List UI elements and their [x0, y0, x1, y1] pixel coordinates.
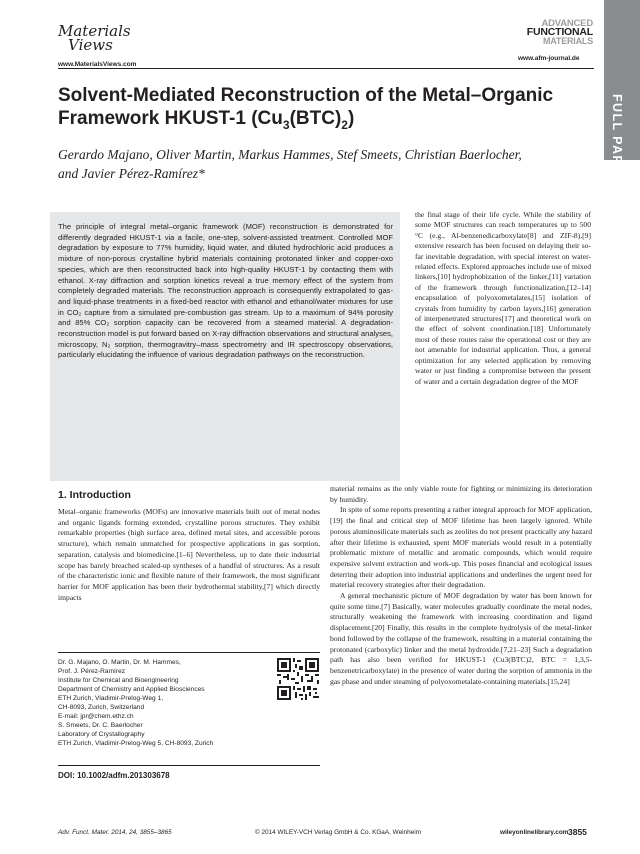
- affiliation-line: S. Smeets, Dr. C. Baerlocher: [58, 722, 143, 729]
- left-column-body: [58, 507, 320, 603]
- title-line2: Framework HKUST-1 (Cu: [58, 108, 283, 129]
- title-sub2: 2: [341, 117, 348, 132]
- paragraph: Metal–organic frameworks (MOFs) are innovative materials built out of metal nodes and organic ligands forming extended, crystalline porous structures. They exhibit remarkable properties (high surface area, defined metal sites, and accessible porous structure), which remain unmatched for prospective applications in gas sorption, separation, catalysis and biomedicine.[1–6] Nevertheless, up to date their industrial scope has barely breached scaled-up syntheses of a handful of structures. As a result of the characteristic ionic and flexible nature of their framework, the most significant barrier for MOF application has been their hydrothermal stability,[7] which directly impacts: [58, 507, 320, 602]
- paper-title: [58, 84, 578, 130]
- header-rule: [58, 68, 594, 69]
- affiliation-line: Institute for Chemical and Bioengineering: [58, 677, 179, 684]
- side-tab-label: FULL PAPER: [610, 94, 624, 186]
- affiliations: [58, 658, 268, 748]
- authors-line1: Gerardo Majano, Oliver Martin, Markus Hammes, Stef Smeets, Christian Baerlocher,: [58, 147, 522, 162]
- footer-copyright: © 2014 WILEY-VCH Verlag GmbH & Co. KGaA, Weinheim: [255, 829, 421, 836]
- authors-line2: and Javier Pérez-Ramírez*: [58, 166, 205, 181]
- title-mid: (BTC): [289, 108, 342, 129]
- paragraph: A general mechanistic picture of MOF degradation by water has been known for quite some time.[7] Basically, water molecules gradually coordinate the metal nodes, structurally weakening the framework with increasing coordination and ligand displacement.[20] Finally, this results in the complete hydrolysis of the metal-linker bond followed by the collapse of the framework, resulting in a material containing the protonated (carboxylic) linker and the metal hydroxide.[7,21–23] Such a degradation path has also been verified for HKUST-1 (Cu3(BTC)2, BTC = 1,3,5-benzenetricarboxylate) in the presence of water during the sorption of ammonia in the gas phase and under steaming of polyoxometalate-containing materials.[15,24]: [330, 591, 592, 686]
- logo-line2: Views: [68, 36, 113, 54]
- title-end: ): [347, 108, 355, 129]
- logo-line1: Materials: [58, 22, 131, 40]
- title-line1: Solvent-Mediated Reconstruction of the Metal–Organic: [58, 85, 554, 106]
- paragraph: material remains as the only viable route for fighting or minimizing its deterioration by humidity.: [330, 484, 592, 504]
- journal-logo-line2: FUNCTIONAL: [526, 26, 593, 39]
- affiliation-rule: [58, 652, 320, 653]
- qr-code-icon[interactable]: [277, 658, 319, 700]
- footer-site[interactable]: wileyonlinelibrary.com: [500, 829, 569, 836]
- right-column-top: the final stage of their life cycle. While the stability of some MOF structures can reach temperatures up to 500 °C (e.g., Al-benzenedicarboxylate[8] and ZIF-8),[9] extensive research has been focused on delaying their so-far inevitable degradation, with special interest on water-related effects. Explored approaches include use of mixed linkers,[10] hydrophobization of the linker,[11] variation of the framework through functionalization,[12–14] encapsulation of polyoxometalates,[15] isolation of crystals from humidity by carbon layers,[16] generation of interpenetrated structures[17] and theoretical work on the effect of solvent coordination.[18] Unfortunately most of these routes raise the operational cost or they are not amenable for industrial application. Thus, a general optimization for any selected application by removing water or just finding a compromise between the present of water and a certain degradation degree of the MOF: [415, 210, 591, 386]
- affiliation-line: Dr. G. Majano, O. Martin, Dr. M. Hammes,: [58, 659, 181, 666]
- doi[interactable]: DOI: 10.1002/adfm.201303678: [58, 771, 170, 780]
- journal-logo-line3: MATERIALS: [542, 35, 593, 46]
- affiliation-line: Prof. J. Pérez-Ramírez: [58, 668, 126, 675]
- affiliation-line: ETH Zurich, Vladimir-Prelog-Weg 5, CH-8093, Zurich: [58, 740, 214, 747]
- doi-rule: [58, 765, 320, 766]
- side-tab: [604, 0, 640, 854]
- affiliation-line: Laboratory of Crystallography: [58, 731, 145, 738]
- affiliation-line: ETH Zurich, Vladimir-Prelog-Weg 1,: [58, 695, 164, 702]
- affiliation-email[interactable]: E-mail: jpr@chem.ethz.ch: [58, 713, 134, 720]
- section-heading: 1. Introduction: [58, 489, 131, 501]
- affiliation-line: Department of Chemistry and Applied Biosciences: [58, 686, 205, 693]
- journal-logo-line1: ADVANCED: [541, 18, 593, 29]
- footer-citation: Adv. Funct. Mater. 2014, 24, 3855–3865: [58, 829, 172, 836]
- materials-views-logo: [58, 24, 131, 52]
- page-number: 3855: [568, 827, 587, 837]
- journal-logo: [508, 20, 593, 45]
- paragraph: In spite of some reports presenting a rather integral approach for MOF application,[19] the final and critical step of MOF lifetime has been largely ignored. While porous aluminosilicate materials such as zeolites do not present practically any hazard after their lifetime is exhausted, spent MOF materials would result in a potentially problematic mixture of metallic and aromatic compounds, which would require expensive solvent extraction and work-up. This poses financial and ecological issues deterring their adoption into industrial applications and underlines the urgent need for material recovery strategies after their degradation.: [330, 505, 592, 590]
- abstract-text: The principle of integral metal–organic framework (MOF) reconstruction is demonstrated for differently degraded HKUST-1 via a facile, one-step, solvent-assisted treatment. Controlled MOF degradation by exposure to 77% humidity, liquid water, and diluted hydrochloric acid produces a mixture of non-porous crystalline hybrid materials containing protonated linker and copper-oxo species, which are then reconstructed back into high-quality HKUST-1 by contacting them with ethanol. X-ray diffraction and sorption kinetics reveal a true memory effect of the system from completely degraded materials. The reconstruction approach is consequently extrapolated to gas- and liquid-phase treatments in a fixed-bed reactor with ethanol and ethanol/water mixtures for use in CO₂ capture from a simulated pre-combustion gas stream. Up to a maximum of 94% porosity and 85% CO₂ sorption capacity can be recovered from a steamed material. A degradation-reconstruction model is put forward based on X-ray diffraction observations and structural analyses, microscopy, N₂ sorption, thermogravitry–mass spectrometry and IR spectroscopy observations, particularly elucidating the influence of various degradation pathways on the reconstruction.: [58, 222, 393, 360]
- publisher-url[interactable]: www.MaterialsViews.com: [58, 61, 137, 68]
- title-sub1: 3: [282, 117, 290, 132]
- affiliation-line: CH-8093, Zurich, Switzerland: [58, 704, 145, 711]
- right-column-body: [330, 484, 592, 687]
- journal-url[interactable]: www.afm-journal.de: [518, 55, 580, 62]
- authors: [58, 145, 588, 183]
